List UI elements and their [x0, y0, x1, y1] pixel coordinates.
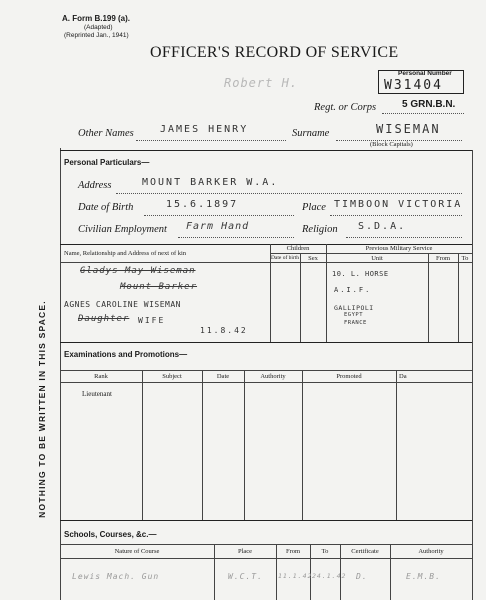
exams-col-subject: Subject	[162, 373, 182, 380]
kin-col-2	[300, 253, 301, 342]
schools-heading: Schools, Courses, &c.—	[64, 530, 157, 539]
block-caps-note: (Block Capitals)	[370, 141, 413, 148]
kin-header: Name, Relationship and Address of next of kin	[64, 250, 187, 257]
employment-value: Farm Hand	[186, 221, 250, 232]
course-nature: Lewis Mach. Gun	[72, 572, 160, 581]
personal-number: W31404	[384, 78, 443, 93]
course-authority: E.M.B.	[406, 572, 441, 581]
unit-3: GALLIPOLI	[334, 304, 374, 312]
exams-col-1	[142, 370, 143, 520]
exams-col-promoted: Promoted	[336, 373, 362, 380]
other-names-label: Other Names	[78, 128, 134, 139]
unit-col: Unit	[371, 255, 383, 262]
schools-top-table-rule	[60, 544, 472, 545]
regt-line	[382, 113, 464, 114]
religion-value: S.D.A.	[358, 221, 407, 232]
dob-line	[144, 215, 294, 216]
kin-struck-relation: Daughter	[78, 314, 130, 324]
personal-number-label: Personal Number	[398, 70, 452, 77]
kin-relation: WIFE	[138, 316, 166, 325]
kin-struck-name: Gladys May Wiseman	[80, 266, 196, 276]
schools-col-to: To	[321, 548, 329, 555]
exams-col-date: Date	[216, 373, 230, 380]
exams-col-rank: Rank	[94, 373, 108, 380]
dob-label: Date of Birth	[78, 202, 134, 213]
schools-top-rule	[60, 520, 472, 521]
course-certificate: D.	[356, 572, 368, 581]
to-col: To	[461, 255, 469, 262]
address-line	[116, 193, 462, 194]
regt-value: 5 GRN.B.N.	[402, 99, 456, 110]
course-place: W.C.T.	[228, 572, 263, 581]
address-label: Address	[78, 180, 112, 191]
exams-col-da: Da	[399, 373, 407, 380]
kin-col-5	[458, 253, 459, 342]
kin-date: 11.8.42	[200, 326, 248, 335]
religion-label: Religion	[302, 224, 338, 235]
form-adapted: (Adapted)	[84, 24, 113, 31]
dob-value: 15.6.1897	[166, 199, 239, 210]
kin-col-4	[428, 253, 429, 342]
page-title: OFFICER'S RECORD OF SERVICE	[150, 44, 399, 61]
unit-5: FRANCE	[344, 320, 367, 326]
place-label: Place	[302, 202, 326, 213]
kin-struck-address: Mount Barker	[120, 282, 198, 292]
kin-header-rule	[60, 262, 472, 263]
personal-heading: Personal Particulars—	[64, 158, 150, 167]
schools-col-from: From	[285, 548, 301, 555]
faint-name: Robert H.	[224, 76, 299, 90]
exams-col-2	[202, 370, 203, 520]
regt-label: Regt. or Corps	[314, 102, 377, 113]
schools-col-place: Place	[237, 548, 253, 555]
from-col: From	[435, 255, 451, 262]
exams-heading: Examinations and Promotions—	[64, 350, 188, 359]
child-sex-col: Sex	[308, 255, 318, 262]
unit-4: EGYPT	[344, 312, 364, 318]
unit-1: 10. L. HORSE	[332, 270, 389, 278]
side-note: NOTHING TO BE WRITTEN IN THIS SPACE.	[37, 300, 47, 518]
other-names-line	[136, 140, 286, 141]
course-to: 24.1.42	[312, 572, 347, 580]
address-value: MOUNT BARKER W.A.	[142, 177, 279, 188]
military-header: Previous Military Service	[365, 245, 433, 252]
schools-col-nature: Nature of Course	[114, 548, 160, 555]
exams-top-table-rule	[60, 370, 472, 371]
exams-col-4	[302, 370, 303, 520]
place-value: TIMBOON VICTORIA	[334, 199, 463, 210]
kin-name: AGNES CAROLINE WISEMAN	[64, 300, 181, 309]
employment-line	[178, 237, 294, 238]
other-names: JAMES HENRY	[160, 124, 249, 135]
surname-label: Surname	[292, 128, 330, 139]
place-line	[330, 215, 462, 216]
employment-label: Civilian Employment	[78, 224, 167, 235]
unit-2: A.I.F.	[334, 286, 372, 294]
exams-col-3	[244, 370, 245, 520]
surname: WISEMAN	[376, 122, 441, 136]
religion-line	[346, 237, 462, 238]
exams-col-authority: Authority	[260, 373, 286, 380]
exams-top-rule	[60, 342, 472, 343]
schools-col-authority: Authority	[418, 548, 444, 555]
form-code: A. Form B.199 (a).	[62, 14, 131, 23]
schools-header-rule	[60, 558, 472, 559]
schools-col-certificate: Certificate	[351, 548, 379, 555]
form-reprinted: (Reprinted Jan., 1941)	[64, 32, 129, 39]
divider-personal	[60, 150, 472, 151]
rank-entry: Lieutenant	[82, 390, 112, 398]
exams-col-5	[396, 370, 397, 520]
right-edge-rule	[472, 150, 473, 600]
course-from: 11.1.42	[278, 572, 313, 580]
child-dob-col: Date of birth	[270, 255, 300, 261]
children-header: Children	[286, 245, 310, 252]
exams-header-rule	[60, 382, 472, 383]
